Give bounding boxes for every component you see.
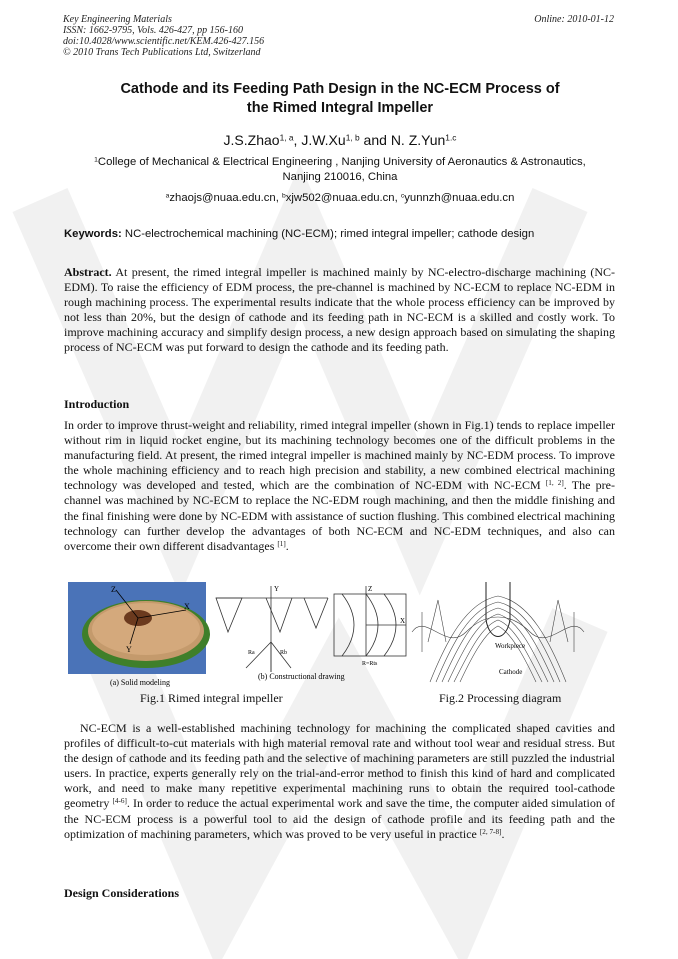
journal-name: Key Engineering Materials [63,14,172,25]
title-line-1: Cathode and its Feeding Path Design in the NC-ECM Process of [120,81,560,97]
paper-title [60,80,620,118]
affiliation-marker: 1 [94,156,98,164]
figure-1-caption: Fig.1 Rimed integral impeller [140,691,283,705]
citation: [1, 2] [545,479,564,488]
email-marker: c [400,192,405,200]
affiliation-line-2: Nanjing 210016, China [282,171,398,183]
subcaption-b: (b) Constructional drawing [258,672,345,681]
constructional-drawing [216,586,406,672]
label-cathode: Cathode [499,668,523,676]
abstract-text: At present, the rimed integral impeller is machined mainly by NC-electro-discharge machining (NC-EDM). To raise the efficiency of EDM process, the pre-channel is machined by NC-ECM to replace NC-EDM in rough machining process. The experimental results indicate that the whole process efficiency can be improved by not less than 20%, but the design of cathode and its feeding path in NC-ECM is a skilled and costly work. To improve machining accuracy and simplify design process, a new design approach based on simulating the shaping process of NC-ECM was put forward to design the cathode and its feeding path. [64,265,615,355]
email-marker: b [282,192,286,200]
radius-label-b: Rb [280,650,288,656]
author-list [60,131,620,149]
axis-label-x: X [184,602,190,611]
body-text: NC-ECM is a well-established machining technology for machining the complicated shaped cavities and profiles of difficult-to-cut materials with high material removal rate and without tool wear and residual stress. But the design of cathode and its feeding path and the selective of machining parameters are still puzzled the industrial users. In practice, experts generally rely on the trial-and-error method to finish this kind of hard and complicated work, and need to make many repetitive experimental machining runs to obtain the required tool-cathode geometry [64,721,615,811]
email-c: yunnzh@nuaa.edu.cn [404,192,515,204]
solid-model-image [68,582,210,674]
doi-line: doi:10.4028/www.scientific.net/KEM.426-427.156 [63,36,265,47]
section-heading-introduction: Introduction [64,397,130,411]
intro-paragraph [64,418,615,554]
body-text: . In order to reduce the actual experimental work and save the time, the computer aided simulation of the NC-ECM process is a powerful tool to aid the design of cathode profile and its feeding path and the optimization of machining parameters, which was proved to be very useful in practice [64,796,615,841]
intro-text: . The pre-channel was machined by NC-ECM to replace the NC-EDM rough machining, and then the middle finishing and the final finishing were done by NC-EDM with assistance of suction flushing. This combined electrical machining technology can further develop the advantages of both NC-ECM and NC-EDM techniques, and also can overcome their own different disadvantages [64,478,615,553]
journal-header [63,14,264,58]
author-3-affil: 1.c [445,132,457,143]
email-a: zhaojs@nuaa.edu.cn, [169,192,282,204]
online-date: Online: 2010-01-12 [534,14,614,25]
author-3: N. Z.Yun [390,132,446,148]
email-marker: a [165,192,170,200]
axis-label-y: Y [126,645,132,654]
abstract-label: Abstract. [64,265,112,279]
radius-label: R=Rts [362,661,378,667]
author-1: J.S.Zhao [223,132,280,148]
label-workpiece: Workpiece [495,642,526,650]
axis-label-z: Z [111,585,116,594]
body-paragraph [64,721,615,842]
title-line-2: the Rimed Integral Impeller [246,100,434,116]
processing-diagram [412,582,584,682]
copyright-line: © 2010 Trans Tech Publications Ltd, Switzerland [63,47,261,58]
keywords [64,227,624,242]
figure-2-caption: Fig.2 Processing diagram [439,691,562,705]
author-separator: and [359,132,391,148]
axis-label-x: X [400,617,406,625]
affiliation-line-1: College of Mechanical & Electrical Engineering , Nanjing University of Aeronautics & Astronautics, [97,156,586,168]
author-2: J.W.Xu [301,132,346,148]
citation: [1] [277,539,286,548]
author-separator: , [293,132,302,148]
section-heading-design: Design Considerations [64,886,180,900]
author-1-affil: 1, a [279,132,294,143]
author-emails [60,191,620,206]
axis-label-z: Z [368,585,373,593]
keywords-text: NC-electrochemical machining (NC-ECM); rimed integral impeller; cathode design [121,228,535,240]
axis-label-y: Y [274,585,280,593]
issn-line: ISSN: 1662-9795, Vols. 426-427, pp 156-160 [63,25,243,36]
keywords-label: Keywords: [64,228,122,240]
radius-label-a: Ra [248,650,255,656]
affiliation [60,155,620,185]
citation: [4-6] [112,797,127,806]
intro-text: . [285,538,289,553]
email-b: xjw502@nuaa.edu.cn, [285,192,401,204]
subcaption-a: (a) Solid modeling [110,678,170,687]
author-2-affil: 1, b [345,132,360,143]
citation: [2, 7-8] [479,827,502,836]
figure-panel [66,582,612,688]
body-text: . [501,826,505,841]
abstract [64,265,615,356]
intro-text: In order to improve thrust-weight and reliability, rimed integral impeller (shown in Fig.1) tends to replace impeller without rim in liquid rocket engine, but its machining technology becomes one of the difficult problems in the manufacturing field. At present, the rimed integral impeller is machined mainly by NC-EDM process. To improve the whole machining efficiency and to reach high precision and stability, a new combined electrical machining technology was developed and tested, which are the combination of NC-EDM with NC-ECM [64,418,615,493]
